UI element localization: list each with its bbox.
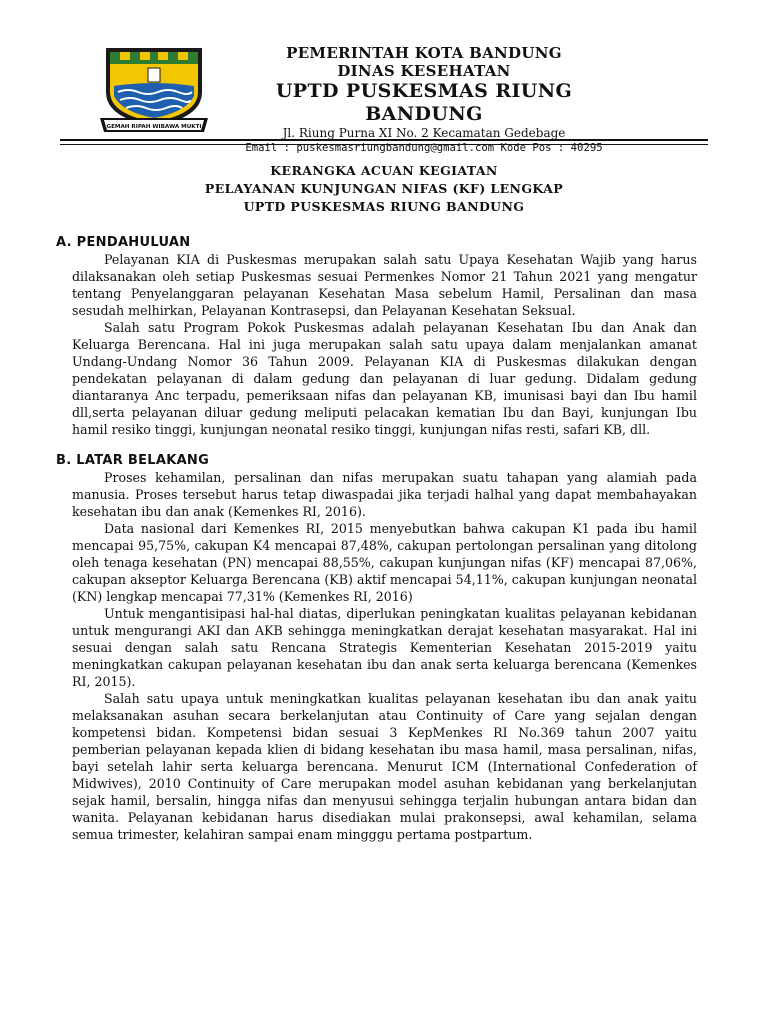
- government-name: PEMERINTAH KOTA BANDUNG: [286, 44, 562, 62]
- address: Jl. Riung Purna XI No. 2 Kecamatan Gedebage: [282, 126, 566, 140]
- title-line-3: UPTD PUSKESMAS RIUNG BANDUNG: [243, 199, 525, 214]
- section-heading-latar-belakang: B. LATAR BELAKANG: [56, 453, 210, 468]
- document-body: [56, 234, 697, 843]
- letterhead-divider: [60, 139, 708, 141]
- section-heading-pendahuluan: A. PENDAHULUAN: [56, 235, 191, 250]
- contact-info: Email : puskesmasriungbandung@gmail.com Kode Pos : 40295: [245, 142, 603, 154]
- paragraph: Untuk mengantisipasi hal-hal diatas, diperlukan peningkatan kualitas pelayanan kebidanan untuk mengurangi AKI dan AKB sehingga meningkatkan derajat kesehatan masyarakat. Hal ini sesuai dengan salah satu Rencana Strategis Kementerian Kesehatan 2015-2019 yaitu meningkatkan cakupan pelayanan kesehatan ibu dan anak serta keluarga berencana (Kemenkes RI, 2015).: [72, 606, 697, 689]
- paragraph: Data nasional dari Kemenkes RI, 2015 menyebutkan bahwa cakupan K1 pada ibu hamil mencapai 95,75%, cakupan K4 mencapai 87,48%, cakupan pertolongan persalinan yang ditolong oleh tenaga kesehatan (PN) mencapai 88,55%, cakupan kunjungan nifas (KF) mencapai 87,06%, cakupan akseptor Keluarga Berencana (KB) aktif mencapai 54,11%, cakupan kunjungan neonatal (KN) lengkap mencapai 77,31% (Kemenkes RI, 2016): [72, 521, 697, 604]
- paragraph: Proses kehamilan, persalinan dan nifas merupakan suatu tahapan yang alamiah pada manusia. Proses tersebut harus tetap diwaspadai jika terjadi halhal yang dapat membahayakan kesehatan ibu dan anak (Kemenkes RI, 2016).: [72, 470, 697, 519]
- document-title: [60, 162, 708, 216]
- letterhead: [0, 0, 768, 154]
- institution-name: UPTD PUSKESMAS RIUNG BANDUNG: [275, 80, 573, 125]
- letterhead-divider-thin: [60, 144, 708, 145]
- title-line-2: PELAYANAN KUNJUNGAN NIFAS (KF) LENGKAP: [204, 181, 564, 196]
- paragraph: Salah satu Program Pokok Puskesmas adalah pelayanan Kesehatan Ibu dan Anak dan Keluarga Berencana. Hal ini juga merupakan salah satu upaya dalam menjalankan amanat Undang-Undang Nomor 36 Tahun 2009. Pelayanan KIA di Puskesmas dilakukan dengan pendekatan pelayanan di dalam gedung dan pelayanan di luar gedung. Didalam gedung diantaranya Anc terpadu, pemeriksaan nifas dan pelayanan KB, imunisasi bayi dan Ibu hamil dll,serta pelayanan diluar gedung meliputi pelacakan kematian Ibu dan Bayi, kunjungan Ibu hamil resiko tinggi, kunjungan neonatal resiko tinggi, kunjungan nifas resti, safari KB, dll.: [72, 320, 697, 437]
- title-line-1: KERANGKA ACUAN KEGIATAN: [270, 163, 498, 178]
- paragraph: Salah satu upaya untuk meningkatkan kualitas pelayanan kesehatan ibu dan anak yaitu melaksanakan asuhan secara berkelanjutan atau Continuity of Care yang sejalan dengan kompetensi bidan. Kompetensi bidan sesuai 3 KepMenkes RI No.369 tahun 2007 yaitu pemberian pelayanan kepada klien di bidang kesehatan ibu masa hamil, masa persalinan, nifas, bayi setelah lahir serta keluarga berencana. Menurut ICM (International Confederation of Midwives), 2010 Continuity of Care merupakan model asuhan kebidanan yang berkelanjutan sejak hamil, bersalin, hingga nifas dan menyusui sehingga terjalin hubungan antara bidan dan wanita. Pelayanan kebidanan harus disediakan mulai prakonsepsi, awal kehamilan, selama semua trimester, kelahiran sampai enam mingggu pertama postpartum.: [72, 691, 697, 842]
- paragraph: Pelayanan KIA di Puskesmas merupakan salah satu Upaya Kesehatan Wajib yang harus dilaksanakan oleh setiap Puskesmas sesuai Permenkes Nomor 21 Tahun 2021 yang mengatur tentang Penyelanggaran pelayanan Kesehatan Masa sebelum Hamil, Persalinan dan masa sesudah melhirkan, Pelayanan Kontrasepsi, dan Pelayanan Kesehatan Seksual.: [72, 252, 697, 318]
- department-name: DINAS KESEHATAN: [337, 62, 511, 80]
- bandung-coat-of-arms-logo: [96, 40, 212, 134]
- logo-motto: GEMAH RIPAH WIBAWA MUKTI: [106, 124, 202, 130]
